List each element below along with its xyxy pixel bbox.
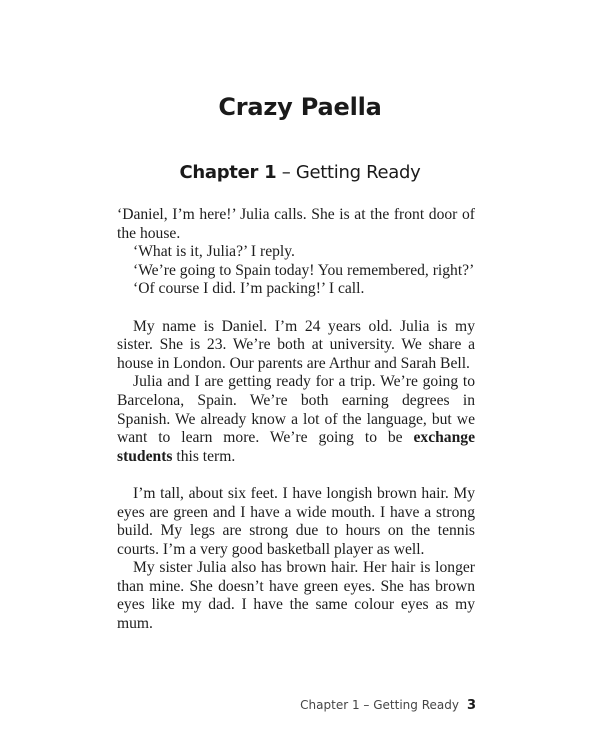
paragraph: ‘We’re going to Spain today! You remembered, right?’ [133, 261, 475, 279]
page-number: 3 [466, 698, 476, 713]
chapter-title: Getting Ready [295, 162, 421, 183]
glossary-term: exchange students [117, 429, 475, 465]
paragraph-text: Julia and I are getting ready for a trip. We’re going to Barcelona, Spain. We’re both earning degrees in Spanish. We already know a lot of the language, but we want to learn more. We’re going to be [117, 373, 475, 447]
chapter-body [117, 206, 475, 634]
paragraph: My sister Julia also has brown hair. Her hair is longer than mine. She doesn’t have green eyes. She has brown eyes like my dad. I have the same colour eyes as my mum. [117, 559, 475, 633]
book-title: Crazy Paella [218, 93, 382, 121]
paragraph: I’m tall, about six feet. I have longish brown hair. My eyes are green and I have a wide mouth. I have a strong build. My legs are strong due to hours on the tennis courts. I’m a very good basketball player as well. [117, 484, 475, 558]
paragraph: ‘What is it, Julia?’ I reply. [133, 243, 295, 261]
chapter-number: Chapter 1 [179, 162, 277, 183]
paragraph [117, 373, 475, 466]
paragraph: ‘Of course I did. I’m packing!’ I call. [133, 280, 365, 298]
paragraph-text: this term. [172, 447, 236, 465]
footer-running-head: Chapter 1 – Getting Ready [300, 698, 459, 712]
paragraph: My name is Daniel. I’m 24 years old. Julia is my sister. She is 23. We’re both at university. We share a house in London. Our parents are Arthur and Sarah Bell. [117, 317, 475, 372]
paragraph: ‘Daniel, I’m here!’ Julia calls. She is at the front door of the house. [117, 206, 475, 242]
chapter-heading [0, 162, 600, 183]
running-footer [300, 698, 476, 713]
chapter-separator: – [276, 162, 296, 183]
